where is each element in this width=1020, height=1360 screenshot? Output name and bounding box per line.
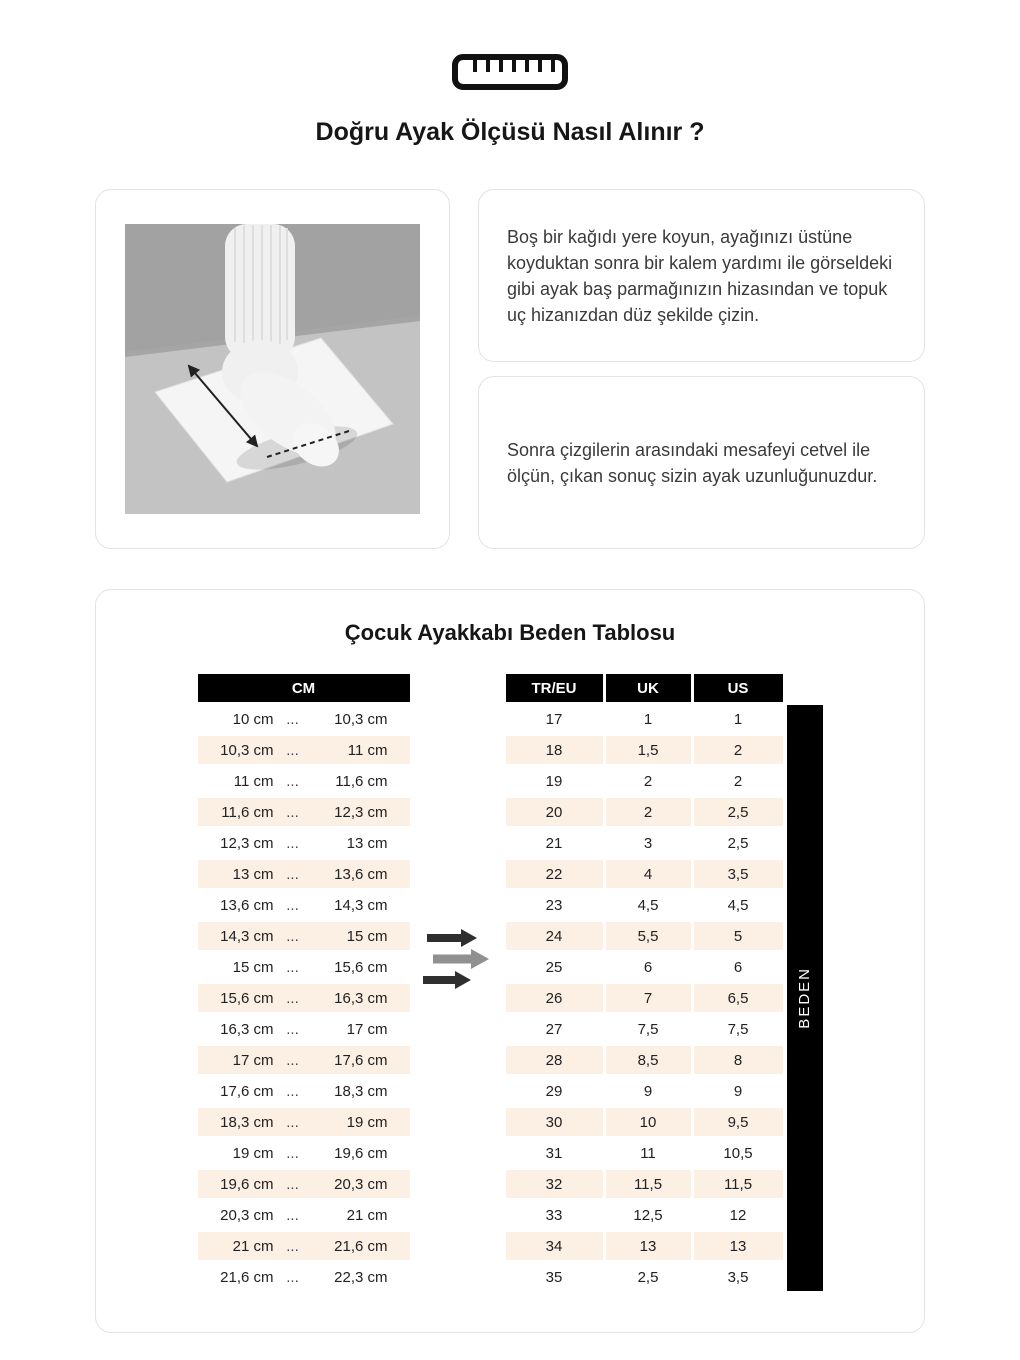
size-table-body (506, 705, 783, 1291)
range-dots: ... (286, 896, 299, 914)
us-value: 13 (694, 1232, 783, 1260)
size-table-row (506, 1263, 783, 1291)
cm-range-from: 14,3 cm (220, 927, 274, 945)
tr-eu-value: 35 (506, 1263, 603, 1291)
uk-value: 1 (606, 705, 691, 733)
instruction-card-1 (478, 189, 925, 362)
cm-table-row (198, 1108, 410, 1136)
range-dots: ... (286, 1051, 299, 1069)
size-table-row (506, 1170, 783, 1198)
size-table-row (506, 829, 783, 857)
uk-value: 8,5 (606, 1046, 691, 1074)
cm-range-to: 21 cm (346, 1206, 388, 1224)
size-table-row (506, 736, 783, 764)
cm-range-from: 17,6 cm (220, 1082, 274, 1100)
tr-eu-value: 21 (506, 829, 603, 857)
uk-value: 4 (606, 860, 691, 888)
us-value: 5 (694, 922, 783, 950)
uk-value: 6 (606, 953, 691, 981)
cm-range-from: 10,3 cm (220, 741, 274, 759)
range-dots: ... (286, 741, 299, 759)
size-table-row (506, 984, 783, 1012)
uk-value: 2 (606, 798, 691, 826)
cm-range-to: 16,3 cm (334, 989, 388, 1007)
uk-value: 2,5 (606, 1263, 691, 1291)
size-table (506, 674, 783, 1294)
size-table-row (506, 1108, 783, 1136)
cm-range-from: 11,6 cm (221, 803, 274, 821)
uk-value: 7 (606, 984, 691, 1012)
us-value: 12 (694, 1201, 783, 1229)
range-dots: ... (286, 1113, 299, 1131)
tr-eu-value: 31 (506, 1139, 603, 1167)
range-dots: ... (286, 1082, 299, 1100)
range-dots: ... (286, 1144, 299, 1162)
cm-range-from: 21 cm (232, 1237, 274, 1255)
size-table-row (506, 1046, 783, 1074)
range-dots: ... (286, 834, 299, 852)
cm-range-to: 12,3 cm (334, 803, 388, 821)
range-dots: ... (286, 927, 299, 945)
cm-range-from: 15,6 cm (220, 989, 274, 1007)
cm-table-row (198, 767, 410, 795)
tr-eu-value: 24 (506, 922, 603, 950)
size-table-row (506, 860, 783, 888)
cm-table-row (198, 922, 410, 950)
us-value: 6,5 (694, 984, 783, 1012)
uk-value: 13 (606, 1232, 691, 1260)
cm-range-from: 16,3 cm (220, 1020, 274, 1038)
cm-range-from: 15 cm (232, 958, 274, 976)
size-table-row (506, 1232, 783, 1260)
range-dots: ... (286, 1206, 299, 1224)
size-table-row (506, 1139, 783, 1167)
cm-table-header: CM (198, 674, 410, 702)
us-value: 2 (694, 736, 783, 764)
size-table-row (506, 1077, 783, 1105)
size-table-header (506, 674, 783, 702)
cm-range-to: 10,3 cm (334, 710, 388, 728)
cm-range-to: 13 cm (346, 834, 388, 852)
instruction-cards (478, 189, 925, 549)
cm-table-row (198, 1046, 410, 1074)
tr-eu-value: 23 (506, 891, 603, 919)
tr-eu-value: 32 (506, 1170, 603, 1198)
cm-table-row (198, 798, 410, 826)
us-value: 11,5 (694, 1170, 783, 1198)
ruler-icon (0, 0, 1020, 92)
range-dots: ... (286, 772, 299, 790)
cm-table-row (198, 829, 410, 857)
transfer-arrows-icon (410, 926, 506, 992)
cm-range-from: 20,3 cm (220, 1206, 274, 1224)
uk-value: 9 (606, 1077, 691, 1105)
size-table-row (506, 922, 783, 950)
tr-eu-value: 17 (506, 705, 603, 733)
size-table-row (506, 1015, 783, 1043)
instruction-card-2 (478, 376, 925, 549)
uk-value: 7,5 (606, 1015, 691, 1043)
tr-eu-value: 19 (506, 767, 603, 795)
us-value: 10,5 (694, 1139, 783, 1167)
tr-eu-value: 18 (506, 736, 603, 764)
page-title: Doğru Ayak Ölçüsü Nasıl Alınır ? (315, 118, 705, 146)
cm-table-row (198, 860, 410, 888)
size-chart-tables (96, 674, 924, 1294)
cm-range-from: 21,6 cm (220, 1268, 274, 1286)
uk-value: 1,5 (606, 736, 691, 764)
cm-range-to: 19 cm (346, 1113, 388, 1131)
beden-axis-bar (787, 705, 823, 1291)
cm-range-from: 19,6 cm (220, 1175, 274, 1193)
us-value: 1 (694, 705, 783, 733)
cm-range-from: 13 cm (232, 865, 274, 883)
cm-range-to: 19,6 cm (334, 1144, 388, 1162)
size-table-row (506, 953, 783, 981)
tr-eu-value: 33 (506, 1201, 603, 1229)
cm-range-to: 18,3 cm (334, 1082, 388, 1100)
cm-table-row (198, 1077, 410, 1105)
us-value: 6 (694, 953, 783, 981)
cm-table-row (198, 1232, 410, 1260)
cm-table-row (198, 891, 410, 919)
cm-range-from: 18,3 cm (220, 1113, 274, 1131)
measurement-guide (95, 189, 925, 549)
cm-range-from: 10 cm (232, 710, 274, 728)
tr-eu-value: 29 (506, 1077, 603, 1105)
size-table-wrap (506, 674, 823, 1294)
range-dots: ... (286, 1175, 299, 1193)
size-chart-card (95, 589, 925, 1333)
size-table-row (506, 798, 783, 826)
cm-table-row (198, 1263, 410, 1291)
cm-table-body (198, 705, 410, 1291)
us-value: 3,5 (694, 860, 783, 888)
us-value: 2,5 (694, 798, 783, 826)
range-dots: ... (286, 958, 299, 976)
cm-range-from: 19 cm (232, 1144, 274, 1162)
range-dots: ... (286, 1268, 299, 1286)
size-table-row (506, 1201, 783, 1229)
uk-value: 5,5 (606, 922, 691, 950)
tr-eu-value: 22 (506, 860, 603, 888)
cm-range-to: 21,6 cm (334, 1237, 388, 1255)
foot-measurement-photo (125, 224, 420, 514)
us-header: US (694, 674, 783, 702)
us-value: 7,5 (694, 1015, 783, 1043)
size-table-row (506, 767, 783, 795)
cm-table (198, 674, 410, 1294)
cm-table-row (198, 1015, 410, 1043)
cm-range-to: 14,3 cm (334, 896, 388, 914)
us-value: 2 (694, 767, 783, 795)
cm-range-to: 15 cm (346, 927, 388, 945)
tr-eu-value: 28 (506, 1046, 603, 1074)
uk-value: 11,5 (606, 1170, 691, 1198)
us-value: 3,5 (694, 1263, 783, 1291)
range-dots: ... (286, 803, 299, 821)
range-dots: ... (286, 710, 299, 728)
us-value: 2,5 (694, 829, 783, 857)
tr-eu-value: 27 (506, 1015, 603, 1043)
cm-range-to: 20,3 cm (334, 1175, 388, 1193)
us-value: 8 (694, 1046, 783, 1074)
cm-range-from: 13,6 cm (220, 896, 274, 914)
uk-value: 11 (606, 1139, 691, 1167)
tr-eu-value: 26 (506, 984, 603, 1012)
cm-range-from: 17 cm (232, 1051, 274, 1069)
uk-value: 4,5 (606, 891, 691, 919)
cm-table-row (198, 1170, 410, 1198)
cm-table-row (198, 1139, 410, 1167)
tr-eu-value: 30 (506, 1108, 603, 1136)
cm-range-to: 13,6 cm (334, 865, 388, 883)
instruction-text-2: Sonra çizgilerin arasındaki mesafeyi cetvel ile ölçün, çıkan sonuç sizin ayak uzunluğunuzdur. (507, 439, 878, 486)
tr-eu-value: 25 (506, 953, 603, 981)
cm-table-row (198, 984, 410, 1012)
uk-value: 12,5 (606, 1201, 691, 1229)
us-value: 4,5 (694, 891, 783, 919)
size-chart-title: Çocuk Ayakkabı Beden Tablosu (344, 620, 676, 645)
range-dots: ... (286, 865, 299, 883)
tr-eu-value: 20 (506, 798, 603, 826)
us-value: 9 (694, 1077, 783, 1105)
cm-range-to: 11 cm (347, 741, 388, 759)
beden-label: BEDEN (796, 967, 813, 1029)
uk-value: 10 (606, 1108, 691, 1136)
tr-eu-value: 34 (506, 1232, 603, 1260)
size-table-row (506, 891, 783, 919)
cm-table-row (198, 736, 410, 764)
range-dots: ... (286, 1237, 299, 1255)
cm-table-row (198, 1201, 410, 1229)
instruction-text-1: Boş bir kağıdı yere koyun, ayağınızı üstüne koyduktan sonra bir kalem yardımı ile görseldeki gibi ayak baş parmağınızın hizasından ve topuk uç hizanızdan düz şekilde çizin. (507, 226, 893, 325)
uk-value: 3 (606, 829, 691, 857)
cm-range-to: 11,6 cm (335, 772, 388, 790)
cm-range-to: 17,6 cm (334, 1051, 388, 1069)
cm-range-from: 11 cm (233, 772, 274, 790)
uk-header: UK (606, 674, 691, 702)
size-table-row (506, 705, 783, 733)
uk-value: 2 (606, 767, 691, 795)
us-value: 9,5 (694, 1108, 783, 1136)
range-dots: ... (286, 1020, 299, 1038)
cm-range-to: 15,6 cm (334, 958, 388, 976)
foot-photo-card (95, 189, 450, 549)
range-dots: ... (286, 989, 299, 1007)
cm-range-to: 17 cm (346, 1020, 388, 1038)
cm-range-to: 22,3 cm (334, 1268, 388, 1286)
cm-table-row (198, 705, 410, 733)
tr-eu-header: TR/EU (506, 674, 603, 702)
cm-table-row (198, 953, 410, 981)
cm-range-from: 12,3 cm (220, 834, 274, 852)
